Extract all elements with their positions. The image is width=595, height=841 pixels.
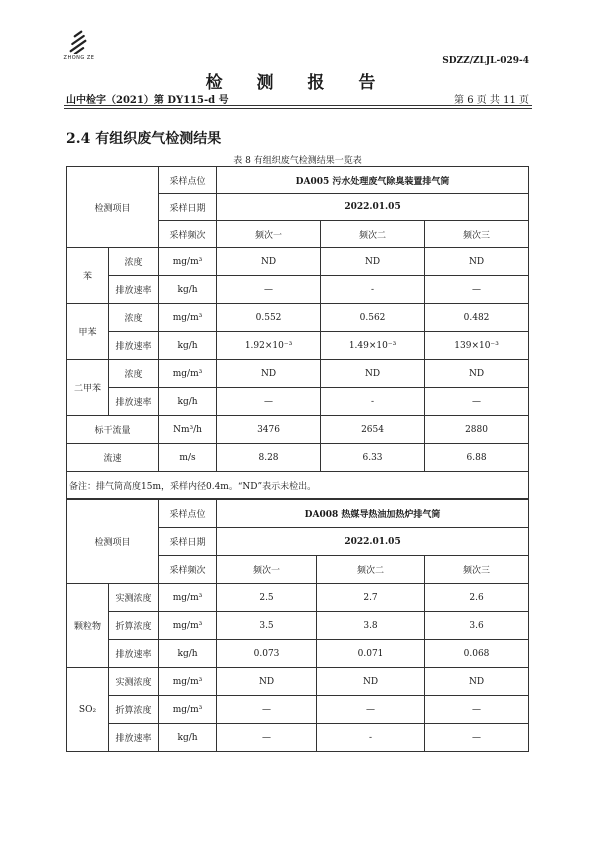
unit-cell: mg/m³ xyxy=(159,304,217,332)
value-cell: 2880 xyxy=(425,416,529,444)
value-cell: — xyxy=(317,696,425,724)
value-cell: 2.7 xyxy=(317,584,425,612)
sampling-date-label: 采样日期 xyxy=(159,528,217,556)
sampling-point-label: 采样点位 xyxy=(159,167,217,194)
unit-cell: mg/m³ xyxy=(159,248,217,276)
sampling-point-label: 采样点位 xyxy=(159,500,217,528)
value-cell: 0.068 xyxy=(425,640,529,668)
table-row xyxy=(67,584,529,612)
logo-text: ZHONG ZE xyxy=(63,55,95,61)
param-label: 浓度 xyxy=(109,360,159,388)
table-row xyxy=(67,612,529,640)
unit-cell: Nm³/h xyxy=(159,416,217,444)
table-row xyxy=(67,696,529,724)
table-row xyxy=(67,248,529,276)
value-cell: 6.88 xyxy=(425,444,529,472)
table-row xyxy=(67,444,529,472)
table-row xyxy=(67,472,529,499)
exhaust-gas-table-da005 xyxy=(66,166,529,499)
value-cell: 2.5 xyxy=(217,584,317,612)
pollutant-name: 苯 xyxy=(67,248,109,304)
sampling-freq-label: 采样频次 xyxy=(159,221,217,248)
value-cell: 2.6 xyxy=(425,584,529,612)
param-label: 浓度 xyxy=(109,248,159,276)
value-cell: 0.071 xyxy=(317,640,425,668)
param-label: 排放速率 xyxy=(109,640,159,668)
unit-cell: kg/h xyxy=(159,640,217,668)
table-row xyxy=(67,724,529,752)
table-row xyxy=(67,276,529,304)
page-number: 第 6 页 共 11 页 xyxy=(454,95,529,106)
sampling-date-value: 2022.01.05 xyxy=(217,528,529,556)
table-row xyxy=(67,360,529,388)
report-title: 检 测 报 告 xyxy=(205,73,390,93)
table-row xyxy=(67,668,529,696)
report-number: 山中检字（2021）第 DY115-d 号 xyxy=(66,95,229,106)
logo-icon xyxy=(66,30,92,54)
freq-header: 频次二 xyxy=(317,556,425,584)
value-cell: 3.5 xyxy=(217,612,317,640)
value-cell: 1.49×10⁻³ xyxy=(321,332,425,360)
company-logo xyxy=(62,30,96,61)
param-label: 排放速率 xyxy=(109,276,159,304)
value-cell: — xyxy=(217,696,317,724)
value-cell: 3.8 xyxy=(317,612,425,640)
header-divider-thin xyxy=(64,108,532,109)
table-row xyxy=(67,167,529,194)
table-row xyxy=(67,500,529,528)
value-cell: 3476 xyxy=(217,416,321,444)
value-cell: — xyxy=(425,388,529,416)
table-row xyxy=(67,416,529,444)
unit-cell: mg/m³ xyxy=(159,696,217,724)
exhaust-gas-table-da008 xyxy=(66,499,529,752)
value-cell: — xyxy=(425,276,529,304)
table-note: 备注：排气筒高度15m，采样内径0.4m。“ND”表示未检出。 xyxy=(67,472,529,499)
document-code: SDZZ/ZLJL-029-4 xyxy=(442,56,529,66)
table-row xyxy=(67,304,529,332)
param-label: 折算浓度 xyxy=(109,696,159,724)
param-label: 折算浓度 xyxy=(109,612,159,640)
value-cell: — xyxy=(217,276,321,304)
pollutant-name: 二甲苯 xyxy=(67,360,109,416)
pollutant-name: 颗粒物 xyxy=(67,584,109,668)
value-cell: — xyxy=(425,724,529,752)
value-cell: 139×10⁻³ xyxy=(425,332,529,360)
value-cell: — xyxy=(425,696,529,724)
value-cell: — xyxy=(217,388,321,416)
value-cell: ND xyxy=(321,360,425,388)
param-label: 排放速率 xyxy=(109,332,159,360)
freq-header: 频次一 xyxy=(217,221,321,248)
sampling-point-value: DA005 污水处理废气除臭装置排气筒 xyxy=(217,167,529,194)
table-row xyxy=(67,332,529,360)
table-row xyxy=(67,388,529,416)
pollutant-name: SO₂ xyxy=(67,668,109,752)
unit-cell: kg/h xyxy=(159,388,217,416)
param-label: 实测浓度 xyxy=(109,584,159,612)
param-label: 排放速率 xyxy=(109,388,159,416)
value-cell: 0.482 xyxy=(425,304,529,332)
freq-header: 频次三 xyxy=(425,221,529,248)
table-caption: 表 8 有组织废气检测结果一览表 xyxy=(233,156,362,166)
value-cell: 6.33 xyxy=(321,444,425,472)
value-cell: 0.073 xyxy=(217,640,317,668)
value-cell: 2654 xyxy=(321,416,425,444)
freq-header: 频次三 xyxy=(425,556,529,584)
value-cell: ND xyxy=(425,360,529,388)
flow-label: 标干流量 xyxy=(67,416,159,444)
value-cell: ND xyxy=(217,248,321,276)
test-item-header: 检测项目 xyxy=(67,167,159,248)
param-label: 实测浓度 xyxy=(109,668,159,696)
value-cell: ND xyxy=(321,248,425,276)
value-cell: - xyxy=(321,276,425,304)
unit-cell: mg/m³ xyxy=(159,360,217,388)
unit-cell: mg/m³ xyxy=(159,668,217,696)
speed-label: 流速 xyxy=(67,444,159,472)
section-title: 2.4 有组织废气检测结果 xyxy=(66,131,222,147)
sampling-freq-label: 采样频次 xyxy=(159,556,217,584)
value-cell: 8.28 xyxy=(217,444,321,472)
value-cell: ND xyxy=(217,360,321,388)
unit-cell: kg/h xyxy=(159,276,217,304)
value-cell: 1.92×10⁻³ xyxy=(217,332,321,360)
unit-cell: mg/m³ xyxy=(159,612,217,640)
value-cell: - xyxy=(317,724,425,752)
unit-cell: kg/h xyxy=(159,332,217,360)
header-divider xyxy=(64,105,532,106)
value-cell: — xyxy=(217,724,317,752)
param-label: 排放速率 xyxy=(109,724,159,752)
sampling-date-label: 采样日期 xyxy=(159,194,217,221)
sampling-date-value: 2022.01.05 xyxy=(217,194,529,221)
unit-cell: kg/h xyxy=(159,724,217,752)
freq-header: 频次二 xyxy=(321,221,425,248)
value-cell: ND xyxy=(425,668,529,696)
value-cell: 0.562 xyxy=(321,304,425,332)
pollutant-name: 甲苯 xyxy=(67,304,109,360)
value-cell: ND xyxy=(425,248,529,276)
freq-header: 频次一 xyxy=(217,556,317,584)
unit-cell: mg/m³ xyxy=(159,584,217,612)
unit-cell: m/s xyxy=(159,444,217,472)
table-row xyxy=(67,640,529,668)
value-cell: 0.552 xyxy=(217,304,321,332)
value-cell: 3.6 xyxy=(425,612,529,640)
sampling-point-value: DA008 热媒导热油加热炉排气筒 xyxy=(217,500,529,528)
test-item-header: 检测项目 xyxy=(67,500,159,584)
value-cell: ND xyxy=(317,668,425,696)
value-cell: - xyxy=(321,388,425,416)
value-cell: ND xyxy=(217,668,317,696)
param-label: 浓度 xyxy=(109,304,159,332)
